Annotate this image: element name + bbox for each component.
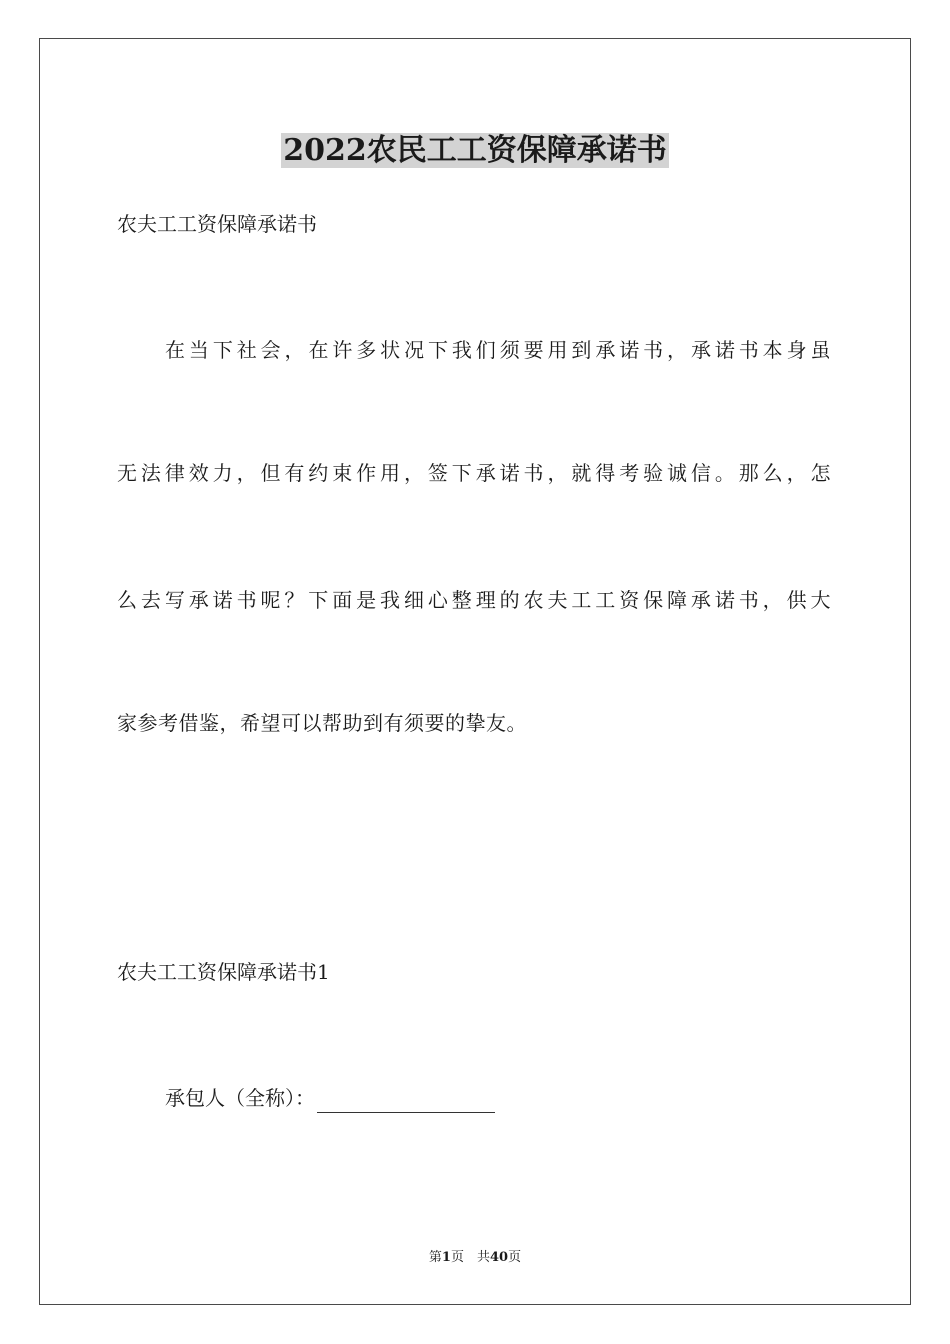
section-heading: 农夫工工资保障承诺书1 xyxy=(117,960,330,984)
footer-prefix: 第 xyxy=(428,1250,442,1265)
document-title xyxy=(0,128,950,174)
intro-line-1: 在当下社会，在许多状况下我们须要用到承诺书，承诺书本身虽 xyxy=(165,338,831,362)
footer-suffix: 页 xyxy=(508,1250,522,1265)
document-subtitle: 农夫工工资保障承诺书 xyxy=(117,212,317,236)
intro-line-3: 么去写承诺书呢？下面是我细心整理的农夫工工资保障承诺书，供大 xyxy=(117,588,831,612)
footer-page-total: 40 xyxy=(489,1250,509,1265)
contractor-blank-line[interactable] xyxy=(317,1090,495,1113)
footer-mid: 页 共 xyxy=(450,1250,490,1265)
contractor-field-row xyxy=(165,1083,495,1113)
intro-line-2: 无法律效力，但有约束作用，签下承诺书，就得考验诚信。那么，怎 xyxy=(117,461,831,485)
footer-page-current: 1 xyxy=(441,1250,451,1265)
contractor-label: 承包人（全称）： xyxy=(165,1086,315,1110)
intro-line-4: 家参考借鉴，希望可以帮助到有须要的挚友。 xyxy=(117,711,527,735)
page-footer xyxy=(0,1248,950,1268)
document-title-text: 2022农民工工资保障承诺书 xyxy=(283,133,667,168)
